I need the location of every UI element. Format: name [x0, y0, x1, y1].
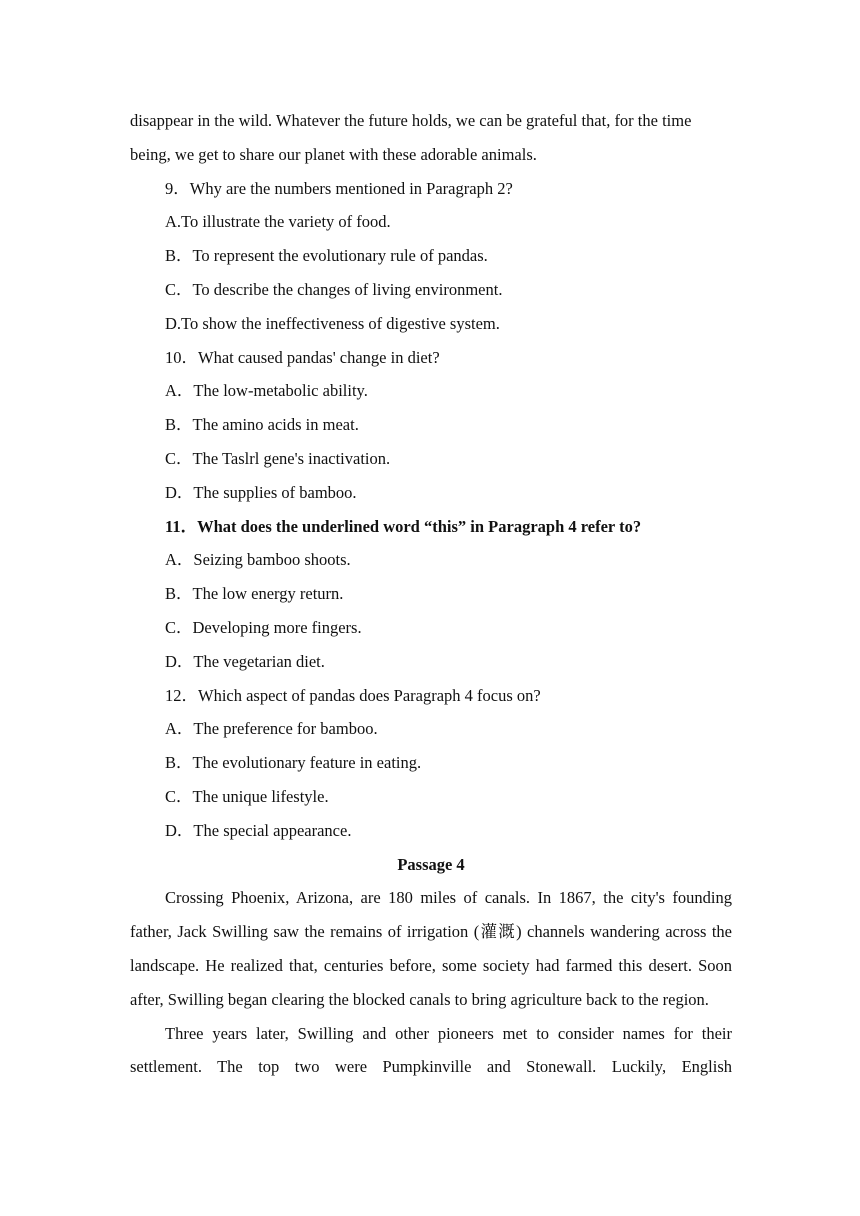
- question-10-option-d: D．The supplies of bamboo.: [165, 482, 357, 502]
- question-9-option-d: D.To show the ineffectiveness of digestive system.: [165, 313, 500, 333]
- passage-paragraph-2: Three years later, Swilling and other pioneers met to consider names for their settlement. The top two were Pumpkinville and Stonewall. Luckily, English: [130, 1023, 732, 1077]
- passage-body: [130, 881, 732, 1084]
- question-12-stem: 12．Which aspect of pandas does Paragraph 4 focus on?: [165, 685, 541, 705]
- passage-paragraph-1: Crossing Phoenix, Arizona, are 180 miles of canals. In 1867, the city's founding father, Jack Swilling saw the remains of irrigation (灌溉) channels wandering across the landscape. He realized that, centuries before, some society had farmed this desert. Soon after, Swilling began clearing the blocked canals to bring agriculture back to the region.: [130, 888, 732, 1009]
- question-12-option-b: B．The evolutionary feature in eating.: [165, 753, 422, 773]
- question-11-option-b: B．The low energy return.: [165, 584, 344, 604]
- question-9-option-a: A.To illustrate the variety of food.: [165, 212, 391, 232]
- question-10-option-b: B．The amino acids in meat.: [165, 415, 359, 435]
- question-9-stem: 9．Why are the numbers mentioned in Paragraph 2?: [165, 178, 513, 198]
- question-11-stem: 11．What does the underlined word “this” in Paragraph 4 refer to?: [165, 516, 642, 536]
- continuation-line-2: being, we get to share our planet with these adorable animals.: [130, 144, 537, 164]
- question-11-option-d: D．The vegetarian diet.: [165, 651, 325, 671]
- question-9-option-c: C．To describe the changes of living environment.: [165, 279, 503, 299]
- question-10-stem: 10．What caused pandas' change in diet?: [165, 347, 440, 367]
- passage-title: Passage 4: [397, 854, 465, 874]
- question-12-option-a: A．The preference for bamboo.: [165, 719, 378, 739]
- question-10-option-a: A．The low-metabolic ability.: [165, 381, 368, 401]
- document-page: [130, 104, 732, 1084]
- continuation-line-1: disappear in the wild. Whatever the future holds, we can be grateful that, for the time: [130, 111, 692, 130]
- question-9-option-b: B．To represent the evolutionary rule of pandas.: [165, 246, 488, 266]
- question-11-option-a: A．Seizing bamboo shoots.: [165, 550, 351, 570]
- question-12-option-c: C．The unique lifestyle.: [165, 786, 329, 806]
- question-12-option-d: D．The special appearance.: [165, 820, 352, 840]
- question-11-option-c: C．Developing more fingers.: [165, 617, 362, 637]
- question-10-option-c: C．The Taslrl gene's inactivation.: [165, 448, 391, 468]
